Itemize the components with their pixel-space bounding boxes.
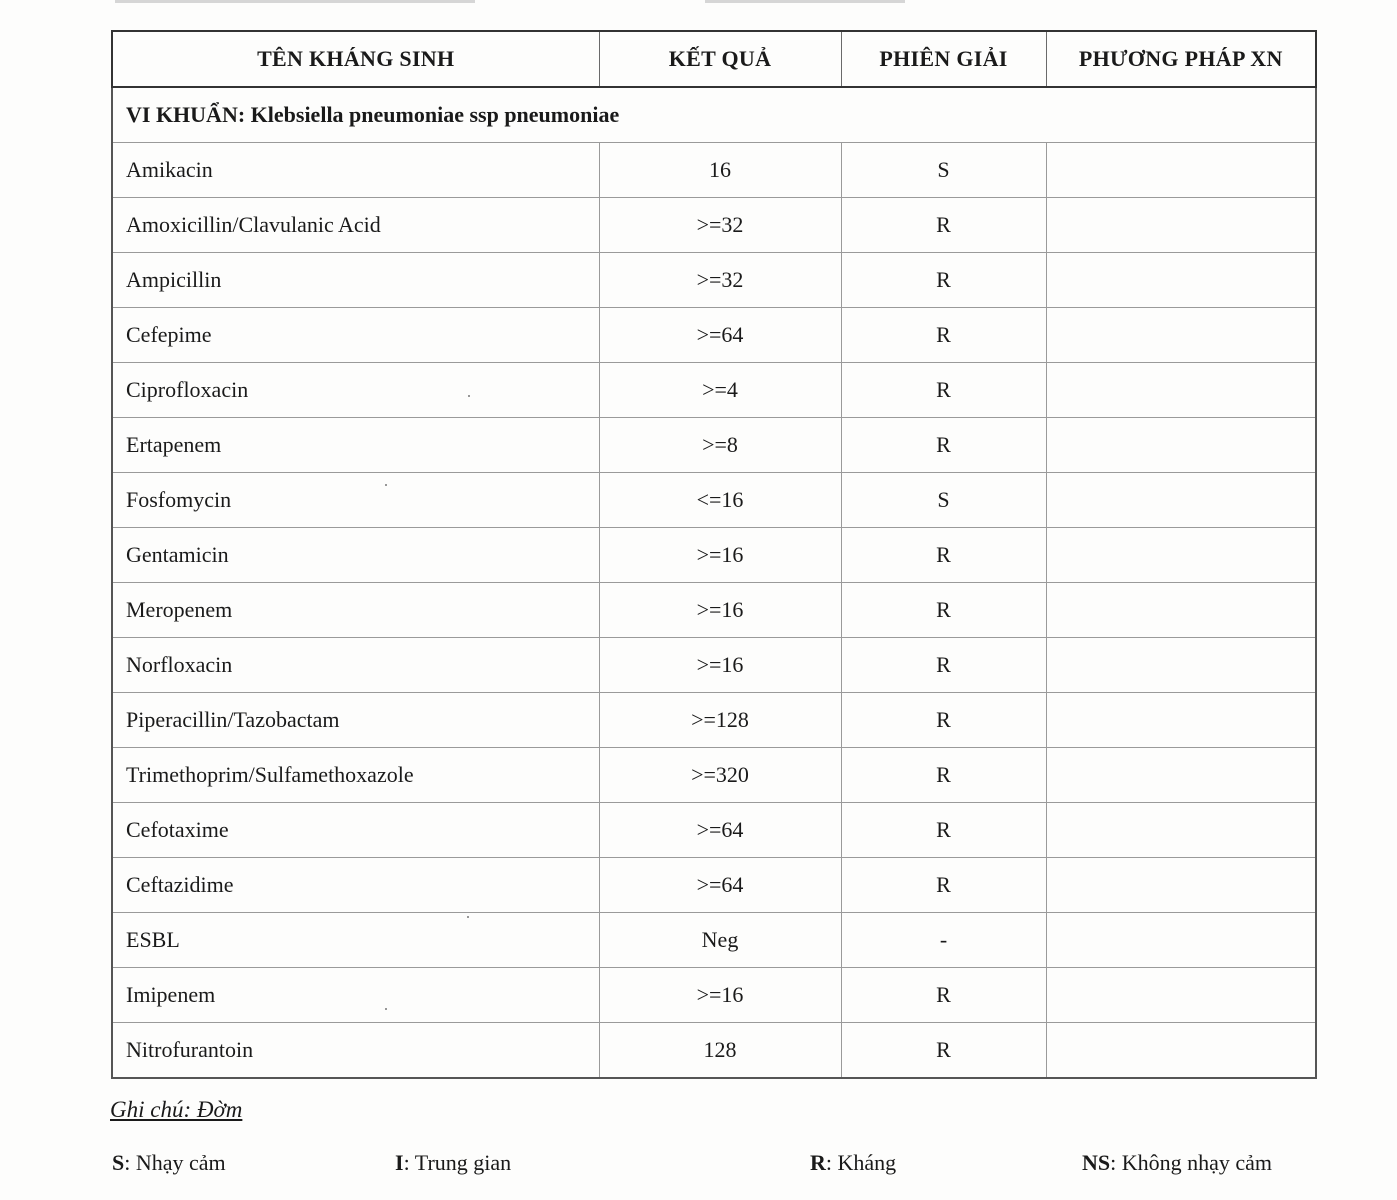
mic-result: >=64 (599, 308, 841, 363)
top-edge-artifact (705, 0, 905, 3)
mic-result: >=16 (599, 583, 841, 638)
legend-code: I (395, 1150, 404, 1175)
antibiotic-name: Ertapenem (112, 418, 599, 473)
table-row (112, 528, 1316, 583)
antibiotic-name: Trimethoprim/Sulfamethoxazole (112, 748, 599, 803)
test-method (1046, 418, 1316, 473)
test-method (1046, 198, 1316, 253)
test-method (1046, 308, 1316, 363)
header-result: KẾT QUẢ (599, 31, 841, 87)
legend-code: R (810, 1150, 826, 1175)
test-method (1046, 1023, 1316, 1079)
test-method (1046, 363, 1316, 418)
legend-label: : Kháng (825, 1150, 897, 1175)
antibiotic-name: Ampicillin (112, 253, 599, 308)
table-row (112, 363, 1316, 418)
test-method (1046, 803, 1316, 858)
mic-result: >=32 (599, 253, 841, 308)
legend-item-s (112, 1150, 226, 1176)
mic-result: <=16 (599, 473, 841, 528)
test-method (1046, 473, 1316, 528)
test-method (1046, 968, 1316, 1023)
organism-row (112, 87, 1316, 143)
table-row (112, 308, 1316, 363)
table-row (112, 583, 1316, 638)
top-edge-artifact (115, 0, 475, 3)
table-row (112, 748, 1316, 803)
legend-item-i (395, 1150, 511, 1176)
header-interpretation: PHIÊN GIẢI (841, 31, 1046, 87)
scan-speck (468, 395, 470, 397)
antibiotic-name: Imipenem (112, 968, 599, 1023)
mic-result: >=64 (599, 803, 841, 858)
interpretation: R (841, 1023, 1046, 1079)
interpretation: R (841, 638, 1046, 693)
mic-result: >=32 (599, 198, 841, 253)
antibiotic-name: ESBL (112, 913, 599, 968)
mic-result: 16 (599, 143, 841, 198)
table-row (112, 968, 1316, 1023)
mic-result: Neg (599, 913, 841, 968)
interpretation: R (841, 803, 1046, 858)
header-method: PHƯƠNG PHÁP XN (1046, 31, 1316, 87)
table-row (112, 473, 1316, 528)
organism-label: VI KHUẨN: Klebsiella pneumoniae ssp pneumoniae (112, 87, 1316, 143)
legend-label: : Nhạy cảm (124, 1150, 226, 1175)
legend-item-r (810, 1150, 896, 1176)
test-method (1046, 638, 1316, 693)
table-row (112, 198, 1316, 253)
test-method (1046, 748, 1316, 803)
scan-speck (385, 1008, 387, 1010)
antibiogram-table-wrapper (111, 30, 1315, 1079)
legend-code: S (112, 1150, 125, 1175)
mic-result: >=16 (599, 968, 841, 1023)
test-method (1046, 693, 1316, 748)
interpretation: R (841, 968, 1046, 1023)
interpretation: R (841, 418, 1046, 473)
mic-result: >=320 (599, 748, 841, 803)
table-row (112, 913, 1316, 968)
antibiotic-name: Norfloxacin (112, 638, 599, 693)
interpretation: R (841, 198, 1046, 253)
antibiotic-name: Ciprofloxacin (112, 363, 599, 418)
mic-result: 128 (599, 1023, 841, 1079)
interpretation: R (841, 528, 1046, 583)
interpretation: S (841, 473, 1046, 528)
antibiogram-table (111, 30, 1317, 1079)
antibiotic-name: Gentamicin (112, 528, 599, 583)
scan-speck (467, 916, 469, 918)
header-antibiotic: TÊN KHÁNG SINH (112, 31, 599, 87)
interpretation: R (841, 363, 1046, 418)
mic-result: >=128 (599, 693, 841, 748)
interpretation: R (841, 253, 1046, 308)
table-row (112, 143, 1316, 198)
table-row (112, 693, 1316, 748)
interpretation: R (841, 693, 1046, 748)
test-method (1046, 143, 1316, 198)
legend-label: : Không nhạy cảm (1110, 1150, 1273, 1175)
interpretation: R (841, 308, 1046, 363)
test-method (1046, 858, 1316, 913)
antibiotic-name: Piperacillin/Tazobactam (112, 693, 599, 748)
table-row (112, 858, 1316, 913)
mic-result: >=8 (599, 418, 841, 473)
legend-label: : Trung gian (403, 1150, 512, 1175)
antibiotic-name: Ceftazidime (112, 858, 599, 913)
legend-item-ns (1082, 1150, 1272, 1176)
table-row (112, 253, 1316, 308)
test-method (1046, 913, 1316, 968)
interpretation: S (841, 143, 1046, 198)
table-row (112, 418, 1316, 473)
antibiotic-name: Cefepime (112, 308, 599, 363)
table-header-row (112, 31, 1316, 87)
antibiotic-name: Amikacin (112, 143, 599, 198)
table-row (112, 638, 1316, 693)
interpretation: R (841, 858, 1046, 913)
mic-result: >=16 (599, 638, 841, 693)
mic-result: >=16 (599, 528, 841, 583)
note-specimen: Ghi chú: Đờm (110, 1097, 243, 1122)
mic-result: >=64 (599, 858, 841, 913)
scan-speck (385, 484, 387, 486)
antibiotic-name: Cefotaxime (112, 803, 599, 858)
interpretation: R (841, 583, 1046, 638)
test-method (1046, 528, 1316, 583)
table-row (112, 803, 1316, 858)
antibiotic-name: Meropenem (112, 583, 599, 638)
test-method (1046, 253, 1316, 308)
antibiotic-name: Nitrofurantoin (112, 1023, 599, 1079)
interpretation: - (841, 913, 1046, 968)
test-method (1046, 583, 1316, 638)
legend-code: NS (1082, 1150, 1111, 1175)
antibiotic-name: Fosfomycin (112, 473, 599, 528)
antibiotic-name: Amoxicillin/Clavulanic Acid (112, 198, 599, 253)
mic-result: >=4 (599, 363, 841, 418)
table-row (112, 1023, 1316, 1079)
interpretation: R (841, 748, 1046, 803)
